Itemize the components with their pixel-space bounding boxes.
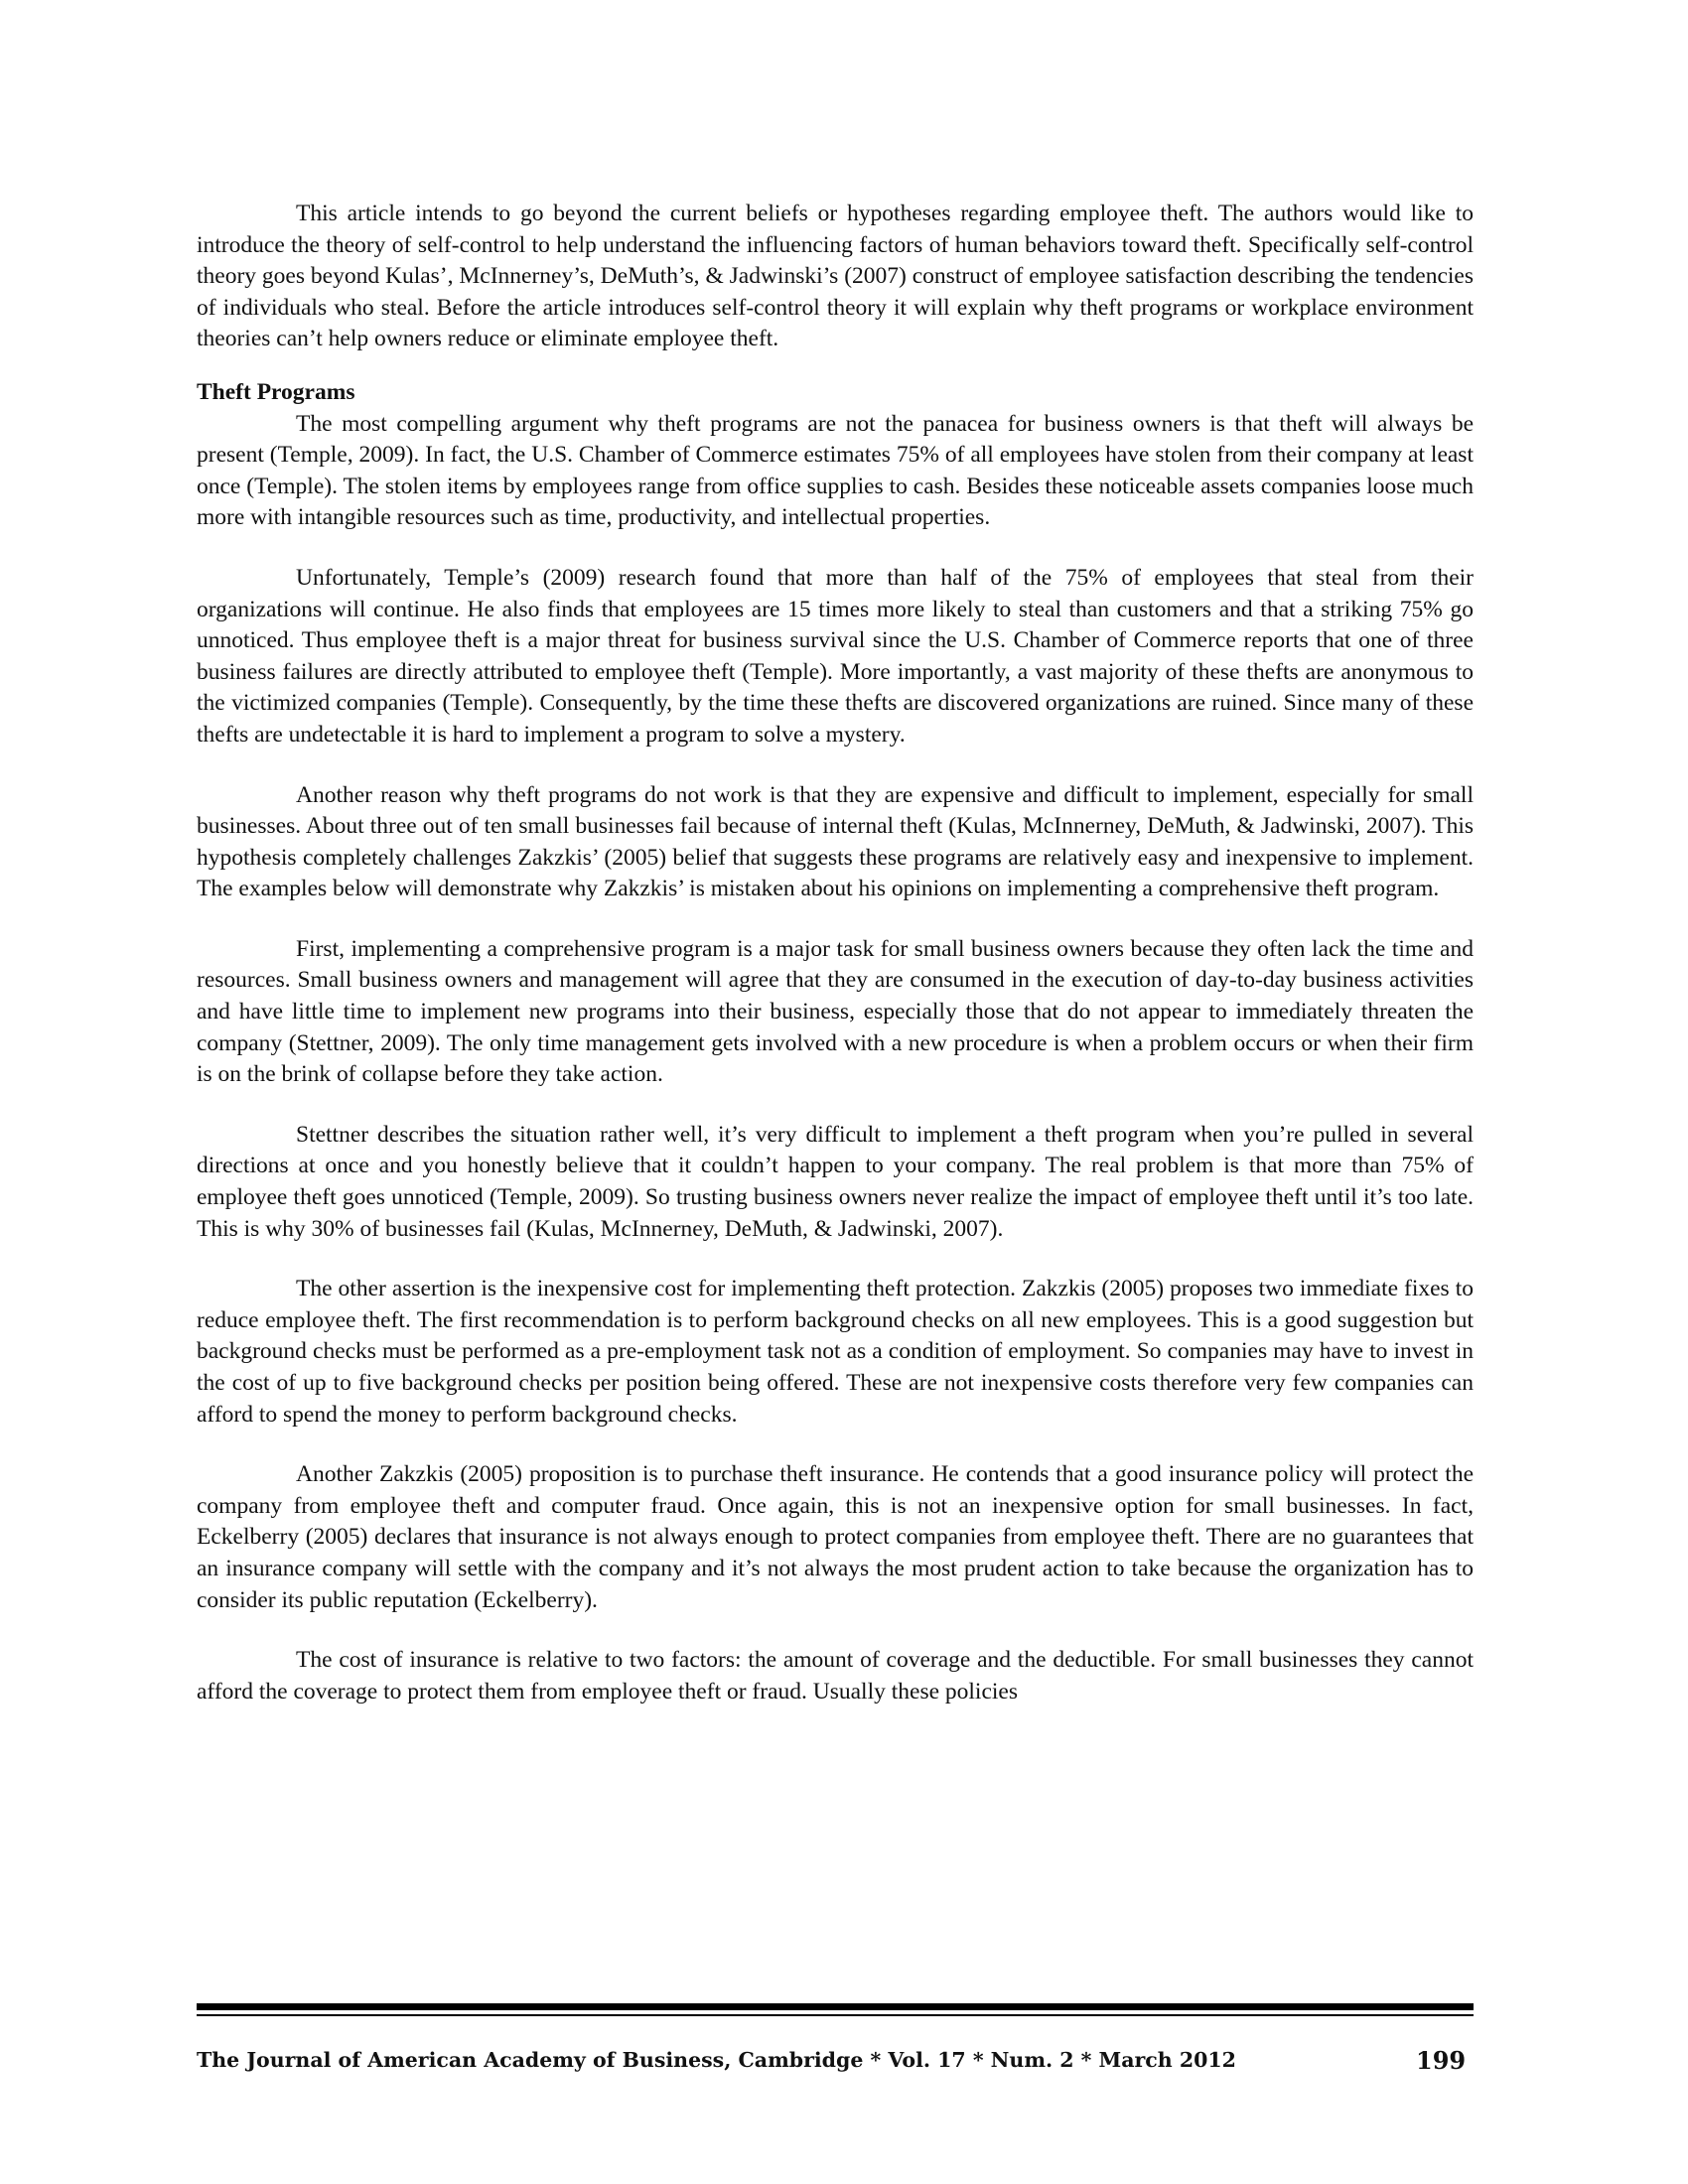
footer-journal-citation: The Journal of American Academy of Business, Cambridge * Vol. 17 * Num. 2 * March 2012 (197, 2048, 1236, 2072)
body-paragraph: Another Zakzkis (2005) proposition is to purchase theft insurance. He contends that a good insurance policy will protect the company from employee theft and computer fraud. Once again, this is not an inexpensive option for small businesses. In fact, Eckelberry (2005) declares that insurance is not always enough to protect companies from employee theft. There are no guarantees that an insurance company will settle with the company and it’s not always the most prudent action to take because the organization has to consider its public reputation (Eckelberry). (197, 1461, 1474, 1613)
footer-rule-thick (197, 2003, 1474, 2010)
body-paragraph: Unfortunately, Temple’s (2009) research found that more than half of the 75% of employees that steal from their organizations will continue. He also finds that employees are 15 times more likely to steal than customers and that a striking 75% go unnoticed. Thus employee theft is a major threat for business survival since the U.S. Chamber of Commerce reports that one of three business failures are directly attributed to employee theft (Temple). More importantly, a vast majority of these thefts are anonymous to the victimized companies (Temple). Consequently, by the time these thefts are discovered organizations are ruined. Since many of these thefts are undetectable it is hard to implement a program to solve a mystery. (197, 564, 1474, 748)
body-paragraph: The other assertion is the inexpensive cost for implementing theft protection. Zakzkis (2005) proposes two immediate fixes to reduce employee theft. The first recommendation is to perform background checks on all new employees. This is a good suggestion but background checks must be performed as a pre-employment task not as a condition of employment. So companies may have to invest in the cost of up to five background checks per position being offered. These are not inexpensive costs therefore very few companies can afford to spend the money to perform background checks. (197, 1276, 1474, 1428)
body-paragraph: Stettner describes the situation rather well, it’s very difficult to implement a theft program when you’re pulled in several directions at once and you honestly believe that it couldn’t happen to your company. The real problem is that more than 75% of employee theft goes unnoticed (Temple, 2009). So trusting business owners never realize the impact of employee theft until it’s too late. This is why 30% of businesses fail (Kulas, McInnerney, DeMuth, & Jadwinski, 2007). (197, 1121, 1474, 1242)
intro-paragraph: This article intends to go beyond the current beliefs or hypotheses regarding employee theft. The authors would like to introduce the theory of self-control to help understand the influencing factors of human behaviors toward theft. Specifically self-control theory goes beyond Kulas’, McInnerney’s, DeMuth’s, & Jadwinski’s (2007) construct of employee satisfaction describing the tendencies of individuals who steal. Before the article introduces self-control theory it will explain why theft programs or workplace environment theories can’t help owners reduce or eliminate employee theft. (197, 201, 1474, 352)
body-paragraph: The most compelling argument why theft programs are not the panacea for business owners is that theft will always be present (Temple, 2009). In fact, the U.S. Chamber of Commerce estimates 75% of all employees have stolen from their company at least once (Temple). The stolen items by employees range from office supplies to cash. Besides these noticeable assets companies loose much more with intangible resources such as time, productivity, and intellectual properties. (197, 410, 1474, 531)
section-heading: Theft Programs (197, 378, 355, 405)
footer-rule-thin (197, 2014, 1474, 2016)
body-paragraph: First, implementing a comprehensive program is a major task for small business owners because they often lack the time and resources. Small business owners and management will agree that they are consumed in the execution of day-to-day business activities and have little time to implement new programs into their business, especially those that do not appear to immediately threaten the company (Stettner, 2009). The only time management gets involved with a new procedure is when a problem occurs or when their firm is on the brink of collapse before they take action. (197, 935, 1474, 1088)
body-paragraph: The cost of insurance is relative to two factors: the amount of coverage and the deductible. For small businesses they cannot afford the coverage to protect them from employee theft or fraud. Usually these policies (197, 1647, 1474, 1705)
body-paragraph: Another reason why theft programs do not work is that they are expensive and difficult to implement, especially for small businesses. About three out of ten small businesses fail because of internal theft (Kulas, McInnerney, DeMuth, & Jadwinski, 2007). This hypothesis completely challenges Zakzkis’ (2005) belief that suggests these programs are relatively easy and inexpensive to implement. The examples below will demonstrate why Zakzkis’ is mistaken about his opinions on implementing a comprehensive theft program. (197, 781, 1474, 902)
article-body (197, 199, 1474, 1736)
page-number: 199 (1416, 2046, 1467, 2075)
page-footer (197, 2048, 1474, 2082)
